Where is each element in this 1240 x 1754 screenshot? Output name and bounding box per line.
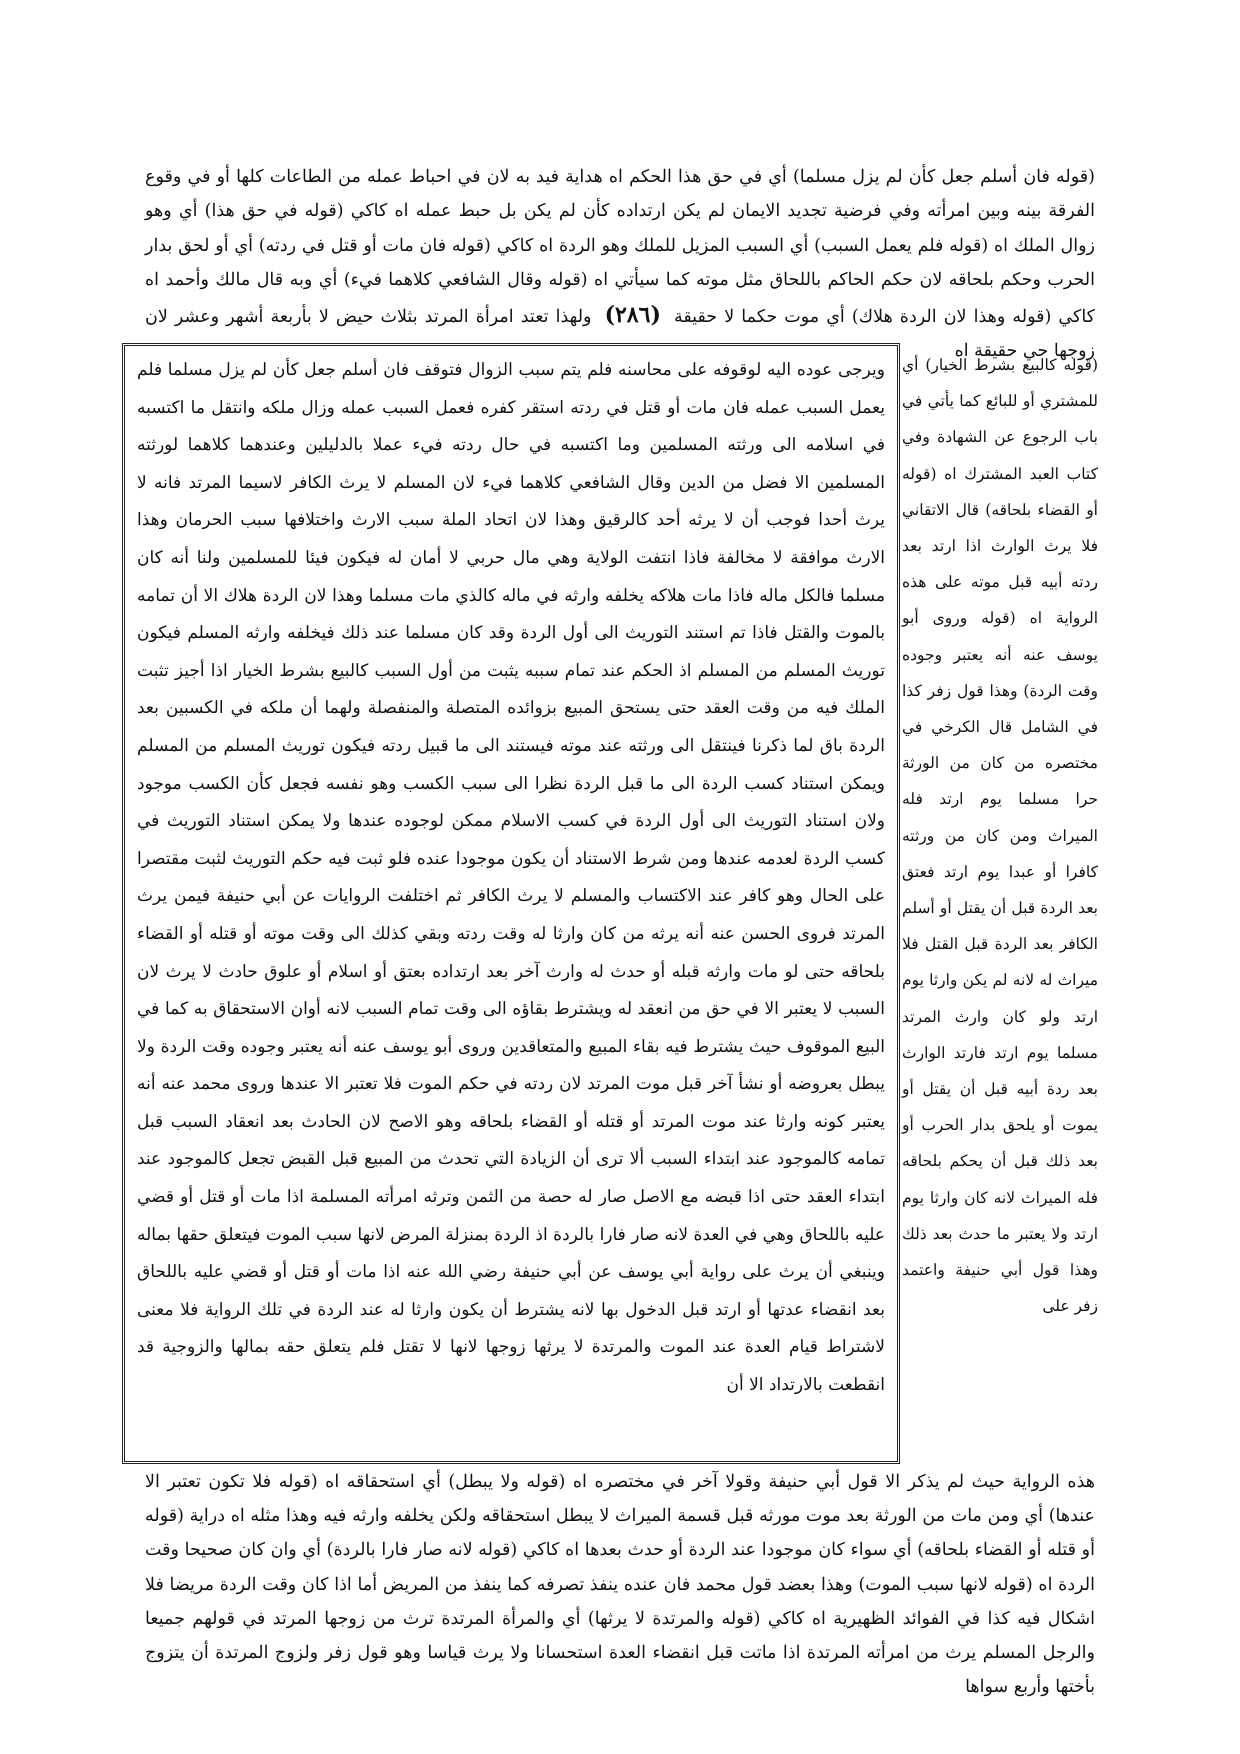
margin-commentary-text: (قوله كالبيع بشرط الخيار) أي للمشتري أو للبائع كما يأتي في باب الرجوع عن الشهادة وفي كتاب العبد المشترك اه (قوله أو القضاء بلحاقه) قال الاتقاني فلا يرث الوارث اذا ارتد بعد ردته أبيه قبل موته على هذه الرواية اه (قوله وروى أبو يوسف عنه أنه يعتبر وجوده وقت الردة) وهذا قول زفر كذا في الشامل قال الكرخي في مختصره من كان من الورثة حرا مسلما يوم ارتد فله الميراث ومن كان من ورثته كافرا أو عبدا يوم ارتد فعتق بعد الردة قبل أن يقتل أو أسلم الكافر بعد الردة قبل القتل فلا ميراث له لانه لم يكن وارثا يوم ارتد ولو كان وارث المرتد مسلما يوم ارتد فارتد الوارث بعد ردة أبيه قبل أن يقتل أو يموت أو يلحق بدار الحرب أو بعد ذلك قبل أن يحكم بلحاقه فله الميراث لانه كان وارثا يوم ارتد ولا يعتبر ما حدث بعد ذلك وهذا قول أبي حنيفة واعتمد زفر على: [902, 356, 1098, 1316]
main-text-frame: [122, 343, 900, 1464]
bottom-commentary-text: هذه الرواية حيث لم يذكر الا قول أبي حنيفة وقولا آخر في مختصره اه (قوله ولا يبطل) أي استحقاقه اه (قوله فلا تكون تعتبر الا عندها) أي ومن مات من الورثة بعد موت مورثه قبل قسمة الميراث لا يبطل استحقاقه ولكن يخلفه وارثه فيه وهذا مثله اه دراية (قوله أو قتله أو القضاء بلحاقه) أي سواء كان موجودا عند الردة أو حدث بعدها اه كاكي (قوله لانه صار فارا بالردة) أي وان كان صحيحا وقت الردة اه (قوله لانها سبب الموت) وهذا بعضد قول محمد فان عنده ينفذ تصرفه كما ينفذ من المريض أما اذا كان وقت الردة مريضا فلا اشكال فيه كذا في الفوائد الظهيرية اه كاكي (قوله والمرتدة لا يرثها) أي والمرأة المرتدة ترث من زوجها المرتد في قولهم جميعا والرجل المسلم يرث من امرأته المرتدة اذا ماتت قبل انقضاء العدة استحسانا ولا يرث قياسا وهو قول زفر ولزوج المرتدة أن يتزوج بأختها وأربع سواها: [145, 1472, 1095, 1698]
bottom-commentary: [145, 1465, 1095, 1704]
main-text: [137, 352, 885, 1405]
main-text-body: ويرجى عوده اليه لوقوفه على محاسنه فلم يتم سبب الزوال فتوقف فان أسلم جعل كأن لم يزل مسلما فلم يعمل السبب عمله فان مات أو قتل في ردته استقر كفره فعمل السبب عمله وزال ملكه وانتقل ما اكتسبه في اسلامه الى ورثته المسلمين وما اكتسبه في حال ردته فيء عملا بالدليلين وعندهما كلاهما لورثته المسلمين الا فضل من الدين وقال الشافعي كلاهما فيء لان المسلم لا يرث الكافر لاسيما المرتد فانه لا يرث أحدا فوجب أن لا يرثه أحد كالرقيق وهذا لان اتحاد الملة سبب الارث واختلافها سبب الحرمان وهذا الارث موافقة لا مخالفة فاذا انتفت الولاية وهي مال حربي لا أمان له فيكون فيئا للمسلمين ولنا أنه كان مسلما فالكل ماله فاذا مات هلاكه يخلفه وارثه في ماله كالذي مات مسلما وهذا لان الردة هلاك الا أن تمامه بالموت والقتل فاذا تم استند التوريث الى أول الردة وقد كان مسلما عند ذلك فيخلفه وارثه المسلم فيكون توريث المسلم من المسلم اذ الحكم عند تمام سببه يثبت من أول السبب كالبيع بشرط الخيار اذا أجيز تثبت الملك فيه من وقت العقد حتى يستحق المبيع بزوائده المتصلة والمنفصلة ولهما أن ملكه في الكسبين بعد الردة باق لما ذكرنا فينتقل الى ورثته عند موته فيستند الى ما قبيل ردته فيكون توريث المسلم من المسلم ويمكن استناد كسب الردة الى ما قبل الردة نظرا الى سبب الكسب وهو نفسه فجعل كأن الكسب موجود ولان استناد التوريث الى أول الردة في كسب الاسلام ممكن لوجوده عندها ولا يمكن استناد التوريث في كسب الردة لعدمه عندها ومن شرط الاستناد أن يكون موجودا عنده فلو ثبت فيه حكم التوريث لثبت مقتصرا على الحال وهو كافر عند الاكتساب والمسلم لا يرث الكافر ثم اختلفت الروايات عن أبي حنيفة فيمن يرث المرتد فروى الحسن عنه أنه يرثه من كان وارثا له وقت ردته وبقي كذلك الى وقت موته أو قتله أو القضاء بلحاقه حتى لو مات وارثه قبله أو حدث له وارث آخر بعد ارتداده بعتق أو اسلام أو علوق حادث لا يرث لان السبب لا يعتبر الا في حق من انعقد له ويشترط بقاؤه الى وقت تمام السبب لانه أوان الاستحقاق به كما في البيع الموقوف حيث يشترط فيه بقاء المبيع والمتعاقدين وروى أبو يوسف عنه أنه يعتبر وجوده وقت الردة ولا يبطل بعروضه أو نشأ آخر قبل موت المرتد لان ردته في حكم الموت فلا تعتبر الا عندها وروى محمد عنه أنه يعتبر كونه وارثا عند موت المرتد أو قتله أو القضاء بلحاقه وهو الاصح لان الحادث بعد انعقاد السبب قبل تمامه كالموجود عند ابتداء السبب ألا ترى أن الزيادة التي تحدث من المبيع قبل القبض تجعل كالموجود عند ابتداء العقد حتى اذا قبضه مع الاصل صار له حصة من الثمن وترثه امرأته المسلمة اذا مات أو قتل أو قضي عليه باللحاق وهي في العدة لانه صار فارا بالردة اذ الردة بمنزلة المرض لانها سبب الموت فيتعلق حقها بماله وينبغي أن يرث على رواية أبي يوسف عن أبي حنيفة رضي الله عنه اذا مات أو قتل أو قضي عليه باللحاق بعد انقضاء عدتها أو ارتد قبل الدخول بها لانه يشترط أن يكون وارثا له عند الردة في تلك الرواية فلا معنى لاشتراط قيام العدة عند الموت والمرتدة لا يرثها زوجها لانها لا تقتل فلم يتعلق حقه بمالها والزوجية قد انقطعت بالارتداد الا أن: [137, 360, 885, 1396]
top-commentary-text: [145, 160, 1095, 368]
page-number: (٢٨٦): [604, 301, 661, 328]
top-commentary: [145, 160, 1095, 368]
top-commentary-text-after: ولهذا تعتد امرأة المرتد بثلاث حيض لا بأربعة أشهر وعشر لان زوجها حي حقيقة اه: [145, 306, 1095, 362]
top-commentary-text-before: (قوله فان أسلم جعل كأن لم يزل مسلما) أي في حق هذا الحكم اه هداية فيد به لان في احباط عمله من الطاعات كلها أو في وقوع الفرقة بينه وبين امرأته وفي فرضية تجديد الايمان لم يكن ارتداده كأن لم يكن بل حبط عمله اه كاكي (قوله في حق هذا) أي وهو زوال الملك اه (قوله فلم يعمل السبب) أي السبب المزيل للملك وهو الردة اه كاكي (قوله فان مات أو قتل في ردته) أي أو لحق بدار الحرب وحكم بلحاقه لان حكم الحاكم باللحاق مثل موته كما سيأتي اه (قوله وقال الشافعي كلاهما فيء) أي وبه قال مالك وأحمد اه كاكي (قوله وهذا لان الردة هلاك) أي موت حكما لا حقيقة: [145, 167, 1095, 327]
margin-commentary: [902, 347, 1098, 1324]
